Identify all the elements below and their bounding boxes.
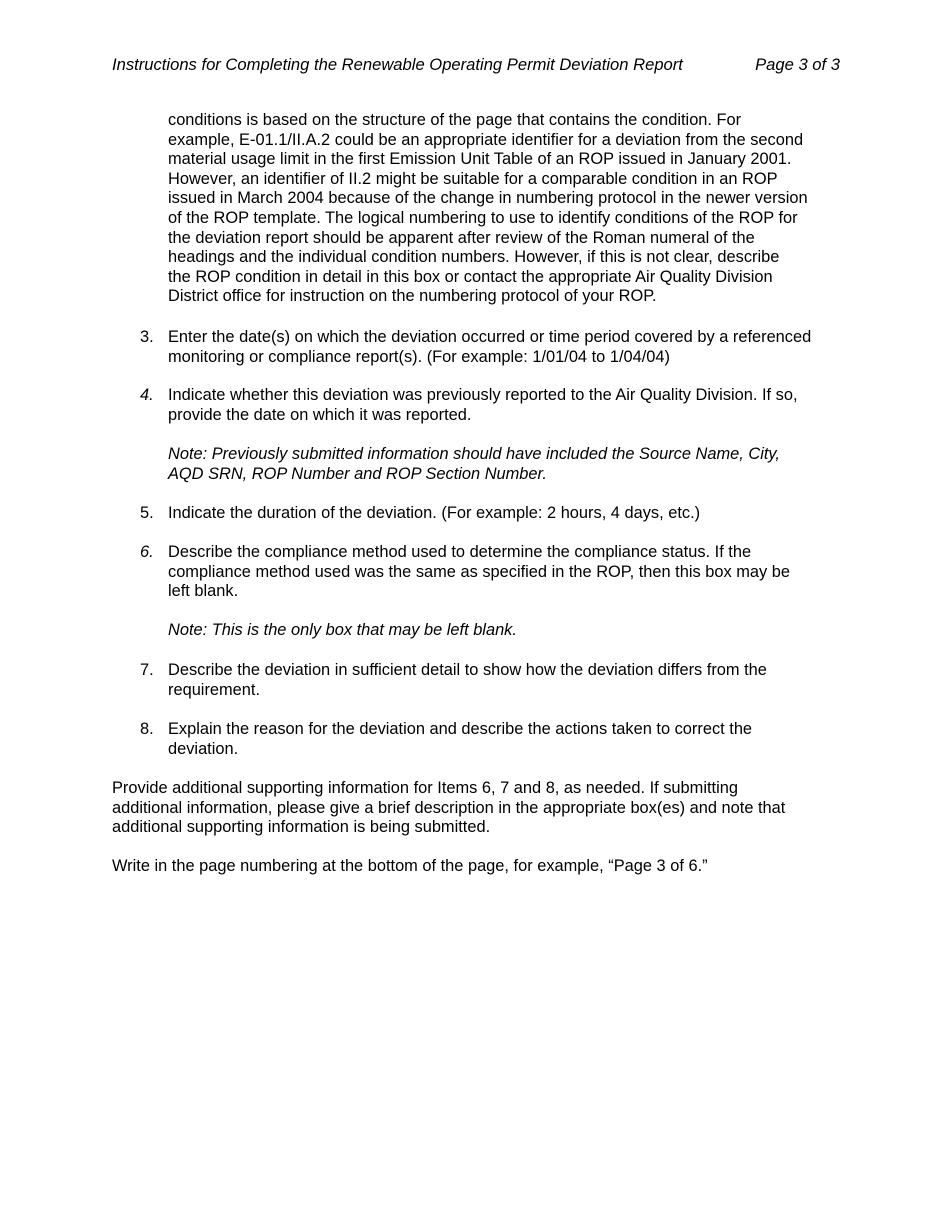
text-line: issued in March 2004 because of the change in numbering protocol in the newer version	[168, 189, 808, 208]
text-line: of the ROP template. The logical numbering to use to identify conditions of the ROP for	[168, 208, 798, 227]
text-line: requirement.	[168, 680, 261, 699]
text-line: deviation.	[168, 739, 239, 758]
text-line: additional information, please give a brief description in the appropriate box(es) and note that	[112, 798, 786, 817]
item-number: 5.	[140, 504, 154, 522]
text-line: Describe the compliance method used to determine the compliance status. If the	[168, 543, 752, 561]
text-line: provide the date on which it was reported.	[168, 405, 472, 424]
item-number: 8.	[140, 720, 154, 738]
item-text	[168, 661, 852, 700]
text-line: Provide additional supporting information for Items 6, 7 and 8, as needed. If submitting	[112, 779, 738, 797]
item-number: 4.	[140, 386, 154, 404]
text-line: Enter the date(s) on which the deviation occurred or time period covered by a referenced	[168, 328, 812, 346]
text-line: compliance method used was the same as specified in the ROP, then this box may be	[168, 562, 790, 581]
text-line: headings and the individual condition numbers. However, if this is not clear, describe	[168, 248, 780, 267]
note-item-6	[168, 621, 848, 641]
text-line: Describe the deviation in sufficient detail to show how the deviation differs from the	[168, 661, 767, 679]
text-line: Indicate the duration of the deviation. (For example: 2 hours, 4 days, etc.)	[168, 504, 701, 522]
page-number: Page 3 of 3	[755, 55, 840, 74]
text-line: Write in the page numbering at the bottom of the page, for example, “Page 3 of 6.”	[112, 857, 708, 875]
document-title: Instructions for Completing the Renewable Operating Permit Deviation Report	[112, 55, 683, 74]
page-numbering-paragraph	[112, 857, 852, 877]
text-line: AQD SRN, ROP Number and ROP Section Number.	[168, 464, 547, 483]
item-text	[168, 504, 852, 524]
text-line: additional supporting information is being submitted.	[112, 818, 491, 837]
item-text	[168, 328, 852, 367]
text-line: monitoring or compliance report(s). (For example: 1/01/04 to 1/04/04)	[168, 347, 670, 366]
text-line: Note: This is the only box that may be left blank.	[168, 621, 517, 639]
text-line: However, an identifier of II.2 might be suitable for a comparable condition in an ROP	[168, 169, 778, 188]
supporting-info-paragraph	[112, 779, 852, 838]
text-line: the deviation report should be apparent after review of the Roman numeral of the	[168, 228, 755, 247]
item-text	[168, 386, 852, 425]
text-line: Indicate whether this deviation was previously reported to the Air Quality Division. If so,	[168, 386, 798, 404]
item-number: 7.	[140, 661, 154, 679]
text-line: Explain the reason for the deviation and describe the actions taken to correct the	[168, 720, 753, 738]
note-item-4	[168, 445, 848, 484]
text-line: left blank.	[168, 582, 239, 601]
item-number: 6.	[140, 543, 154, 561]
text-line: example, E-01.1/II.A.2 could be an appropriate identifier for a deviation from the second	[168, 130, 804, 149]
text-line: District office for instruction on the numbering protocol of your ROP.	[168, 287, 657, 306]
text-line: Note: Previously submitted information should have included the Source Name, City,	[168, 445, 780, 463]
text-line: conditions is based on the structure of the page that contains the condition. For	[168, 111, 742, 129]
item-number: 3.	[140, 328, 154, 346]
text-line: the ROP condition in detail in this box or contact the appropriate Air Quality Division	[168, 267, 773, 286]
item-text	[168, 543, 852, 602]
text-line: material usage limit in the first Emission Unit Table of an ROP issued in January 2001.	[168, 150, 792, 169]
item-text	[168, 720, 852, 759]
item-2-continuation	[168, 111, 848, 307]
